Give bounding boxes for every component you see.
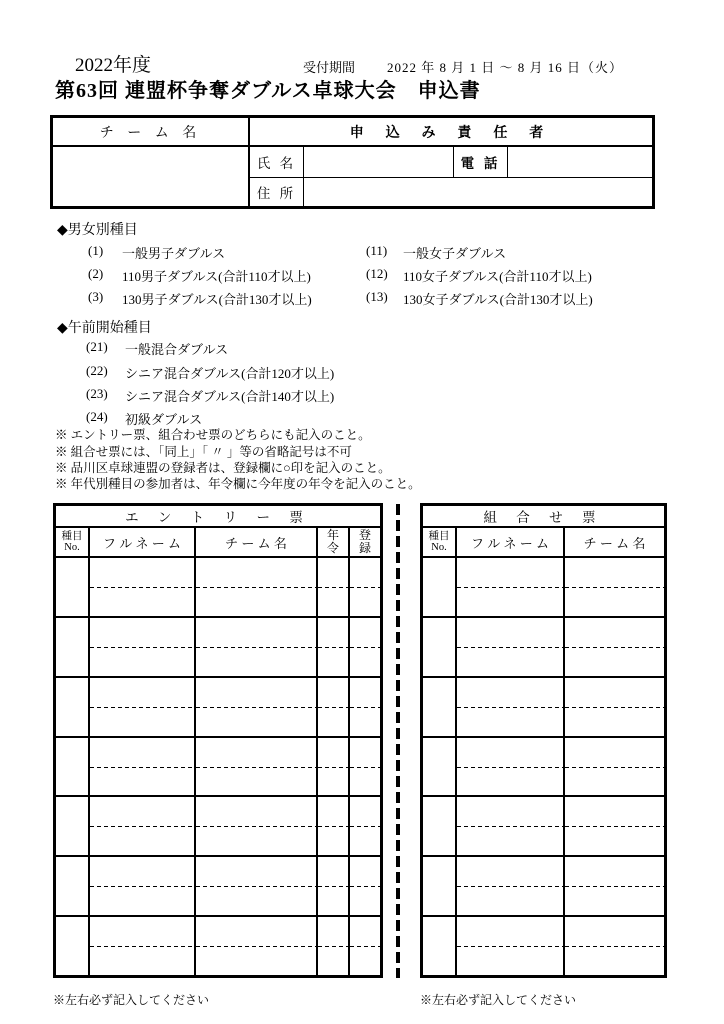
fullname-cell [457, 558, 565, 616]
column-header-fullname: フ ル ネ ー ム [90, 528, 196, 556]
event-number: (1) [88, 243, 104, 258]
applicant-table-header-row [53, 118, 652, 147]
teamname-cell [196, 917, 318, 975]
matching-slip-table [420, 503, 667, 978]
applicant-table [50, 115, 655, 209]
teamname-cell [565, 917, 664, 975]
column-header-registered [350, 528, 380, 556]
event-label: 110男子ダブルス(合計110才以上) [122, 269, 311, 284]
event-no-cell [423, 857, 457, 915]
event-no-cell [423, 738, 457, 796]
entry-row-block [56, 558, 380, 616]
entry-row-block [56, 915, 380, 975]
event-number: (11) [366, 243, 388, 258]
age-cell [318, 857, 350, 915]
entry-row-block [56, 795, 380, 855]
reception-period-label: 受付期間 [303, 60, 356, 75]
fullname-cell [457, 797, 565, 855]
event-number: (2) [88, 266, 104, 281]
event-label: 初級ダブルス [125, 412, 203, 427]
event-no-line2: No. [64, 542, 80, 553]
team-name-header: チ ー ム 名 [53, 118, 250, 145]
event-label: 110女子ダブルス(合計110才以上) [403, 269, 592, 284]
teamname-cell [196, 618, 318, 676]
event-no-line2: No. [431, 542, 447, 553]
name-label: 氏 名 [250, 147, 304, 177]
address-field [304, 178, 652, 206]
phone-field [508, 147, 652, 177]
event-number: (24) [86, 409, 108, 424]
event-no-cell [56, 917, 90, 975]
age-cell [318, 558, 350, 616]
section-heading-gender-events: ◆男女別種目 [57, 223, 138, 238]
fullname-cell [457, 738, 565, 796]
teamname-cell [196, 738, 318, 796]
name-field [304, 147, 454, 177]
entry-slip-header-row [56, 528, 380, 558]
matching-row-block [423, 795, 664, 855]
column-header-fullname: フ ル ネ ー ム [457, 528, 565, 556]
age-line1: 年 [326, 528, 339, 542]
footer-note-right: ※左右必ず記入してください [420, 993, 577, 1007]
registered-cell [350, 857, 380, 915]
fullname-cell [90, 857, 196, 915]
fiscal-year: 2022年度 [75, 55, 152, 76]
fullname-cell [90, 618, 196, 676]
page-title: 第63回 連盟杯争奪ダブルス卓球大会 申込書 [55, 80, 481, 102]
column-header-teamname: チ ー ム 名 [196, 528, 318, 556]
column-header-teamname: チ ー ム 名 [583, 535, 646, 551]
age-cell [318, 917, 350, 975]
fullname-cell [457, 857, 565, 915]
matching-row-block [423, 558, 664, 616]
event-no-cell [423, 558, 457, 616]
teamname-cell [565, 558, 664, 616]
address-label: 住 所 [250, 178, 304, 206]
event-no-cell [56, 797, 90, 855]
teamname-cell [196, 797, 318, 855]
fullname-cell [457, 678, 565, 736]
matching-row-block [423, 915, 664, 975]
fullname-cell [90, 738, 196, 796]
teamname-cell [196, 558, 318, 616]
entry-row-block [56, 676, 380, 736]
matching-row-block [423, 616, 664, 676]
fullname-cell [457, 618, 565, 676]
age-cell [318, 738, 350, 796]
event-number: (12) [366, 266, 388, 281]
event-label: 130女子ダブルス(合計130才以上) [403, 292, 593, 307]
entry-row-block [56, 616, 380, 676]
registered-cell [350, 917, 380, 975]
event-number: (23) [86, 386, 108, 401]
teamname-cell [565, 618, 664, 676]
matching-slip-title: 組 合 せ 票 [423, 506, 664, 528]
reg-line1: 登 [358, 528, 371, 542]
matching-row-block [423, 736, 664, 796]
entry-slip-title: エ ン ト リ ー 票 [56, 506, 380, 528]
teamname-cell [565, 857, 664, 915]
event-no-cell [423, 678, 457, 736]
registered-cell [350, 797, 380, 855]
entry-row-block [56, 855, 380, 915]
age-cell [318, 678, 350, 736]
event-label: 一般混合ダブルス [125, 342, 229, 357]
note-line: ※ 年代別種目の参加者は、年令欄に今年度の年令を記入のこと。 [55, 477, 421, 491]
registered-cell [350, 558, 380, 616]
cut-line [396, 504, 400, 978]
event-no-cell [423, 797, 457, 855]
registered-cell [350, 738, 380, 796]
age-line2: 令 [326, 541, 339, 555]
event-no-cell [56, 857, 90, 915]
matching-row-block [423, 676, 664, 736]
event-label: シニア混合ダブルス(合計140才以上) [125, 389, 335, 404]
event-number: (3) [88, 289, 104, 304]
registered-cell [350, 678, 380, 736]
column-header-age [318, 528, 350, 556]
event-no-cell [423, 917, 457, 975]
event-no-cell [56, 738, 90, 796]
fullname-cell [90, 678, 196, 736]
fullname-cell [90, 797, 196, 855]
fullname-cell [90, 558, 196, 616]
responsible-person-header: 申 込 み 責 任 者 [349, 123, 553, 140]
event-label: 130男子ダブルス(合計130才以上) [122, 292, 312, 307]
age-cell [318, 797, 350, 855]
event-no-cell [56, 558, 90, 616]
event-no-cell [56, 678, 90, 736]
registered-cell [350, 618, 380, 676]
teamname-cell [565, 738, 664, 796]
event-no-line1: 種目 [428, 531, 450, 542]
age-cell [318, 618, 350, 676]
matching-slip-body [423, 558, 664, 975]
reg-line2: 録 [358, 541, 371, 555]
teamname-cell [196, 678, 318, 736]
matching-row-block [423, 855, 664, 915]
teamname-cell [196, 857, 318, 915]
event-no-cell [423, 618, 457, 676]
event-label: 一般女子ダブルス [403, 246, 507, 261]
entry-row-block [56, 736, 380, 796]
teamname-cell [565, 797, 664, 855]
section-heading-morning-events: ◆午前開始種目 [57, 321, 152, 336]
reception-period-value: 2022 年 8 月 1 日 ～ 8 月 16 日（火） [387, 60, 624, 75]
event-no-cell [56, 618, 90, 676]
teamname-cell [565, 678, 664, 736]
fullname-cell [90, 917, 196, 975]
event-label: 一般男子ダブルス [122, 246, 226, 261]
footer-note-left: ※左右必ず記入してください [53, 993, 210, 1007]
team-name-field [53, 147, 250, 206]
column-header-event-no [423, 528, 457, 556]
note-line: ※ 組合せ票には、「同上」「 〃 」等の省略記号は不可 [55, 445, 352, 459]
event-number: (13) [366, 289, 388, 304]
entry-slip-body [56, 558, 380, 975]
matching-slip-header-row [423, 528, 664, 558]
event-no-line1: 種目 [61, 531, 83, 542]
entry-slip-table [53, 503, 383, 978]
event-label: シニア混合ダブルス(合計120才以上) [125, 366, 335, 381]
event-number: (21) [86, 339, 108, 354]
note-line: ※ 品川区卓球連盟の登録者は、登録欄に○印を記入のこと。 [55, 461, 391, 475]
fullname-cell [457, 917, 565, 975]
phone-label: 電 話 [454, 147, 508, 177]
event-number: (22) [86, 363, 108, 378]
note-line: ※ エントリー票、組合わせ票のどちらにも記入のこと。 [55, 428, 371, 442]
column-header-event-no [56, 528, 90, 556]
